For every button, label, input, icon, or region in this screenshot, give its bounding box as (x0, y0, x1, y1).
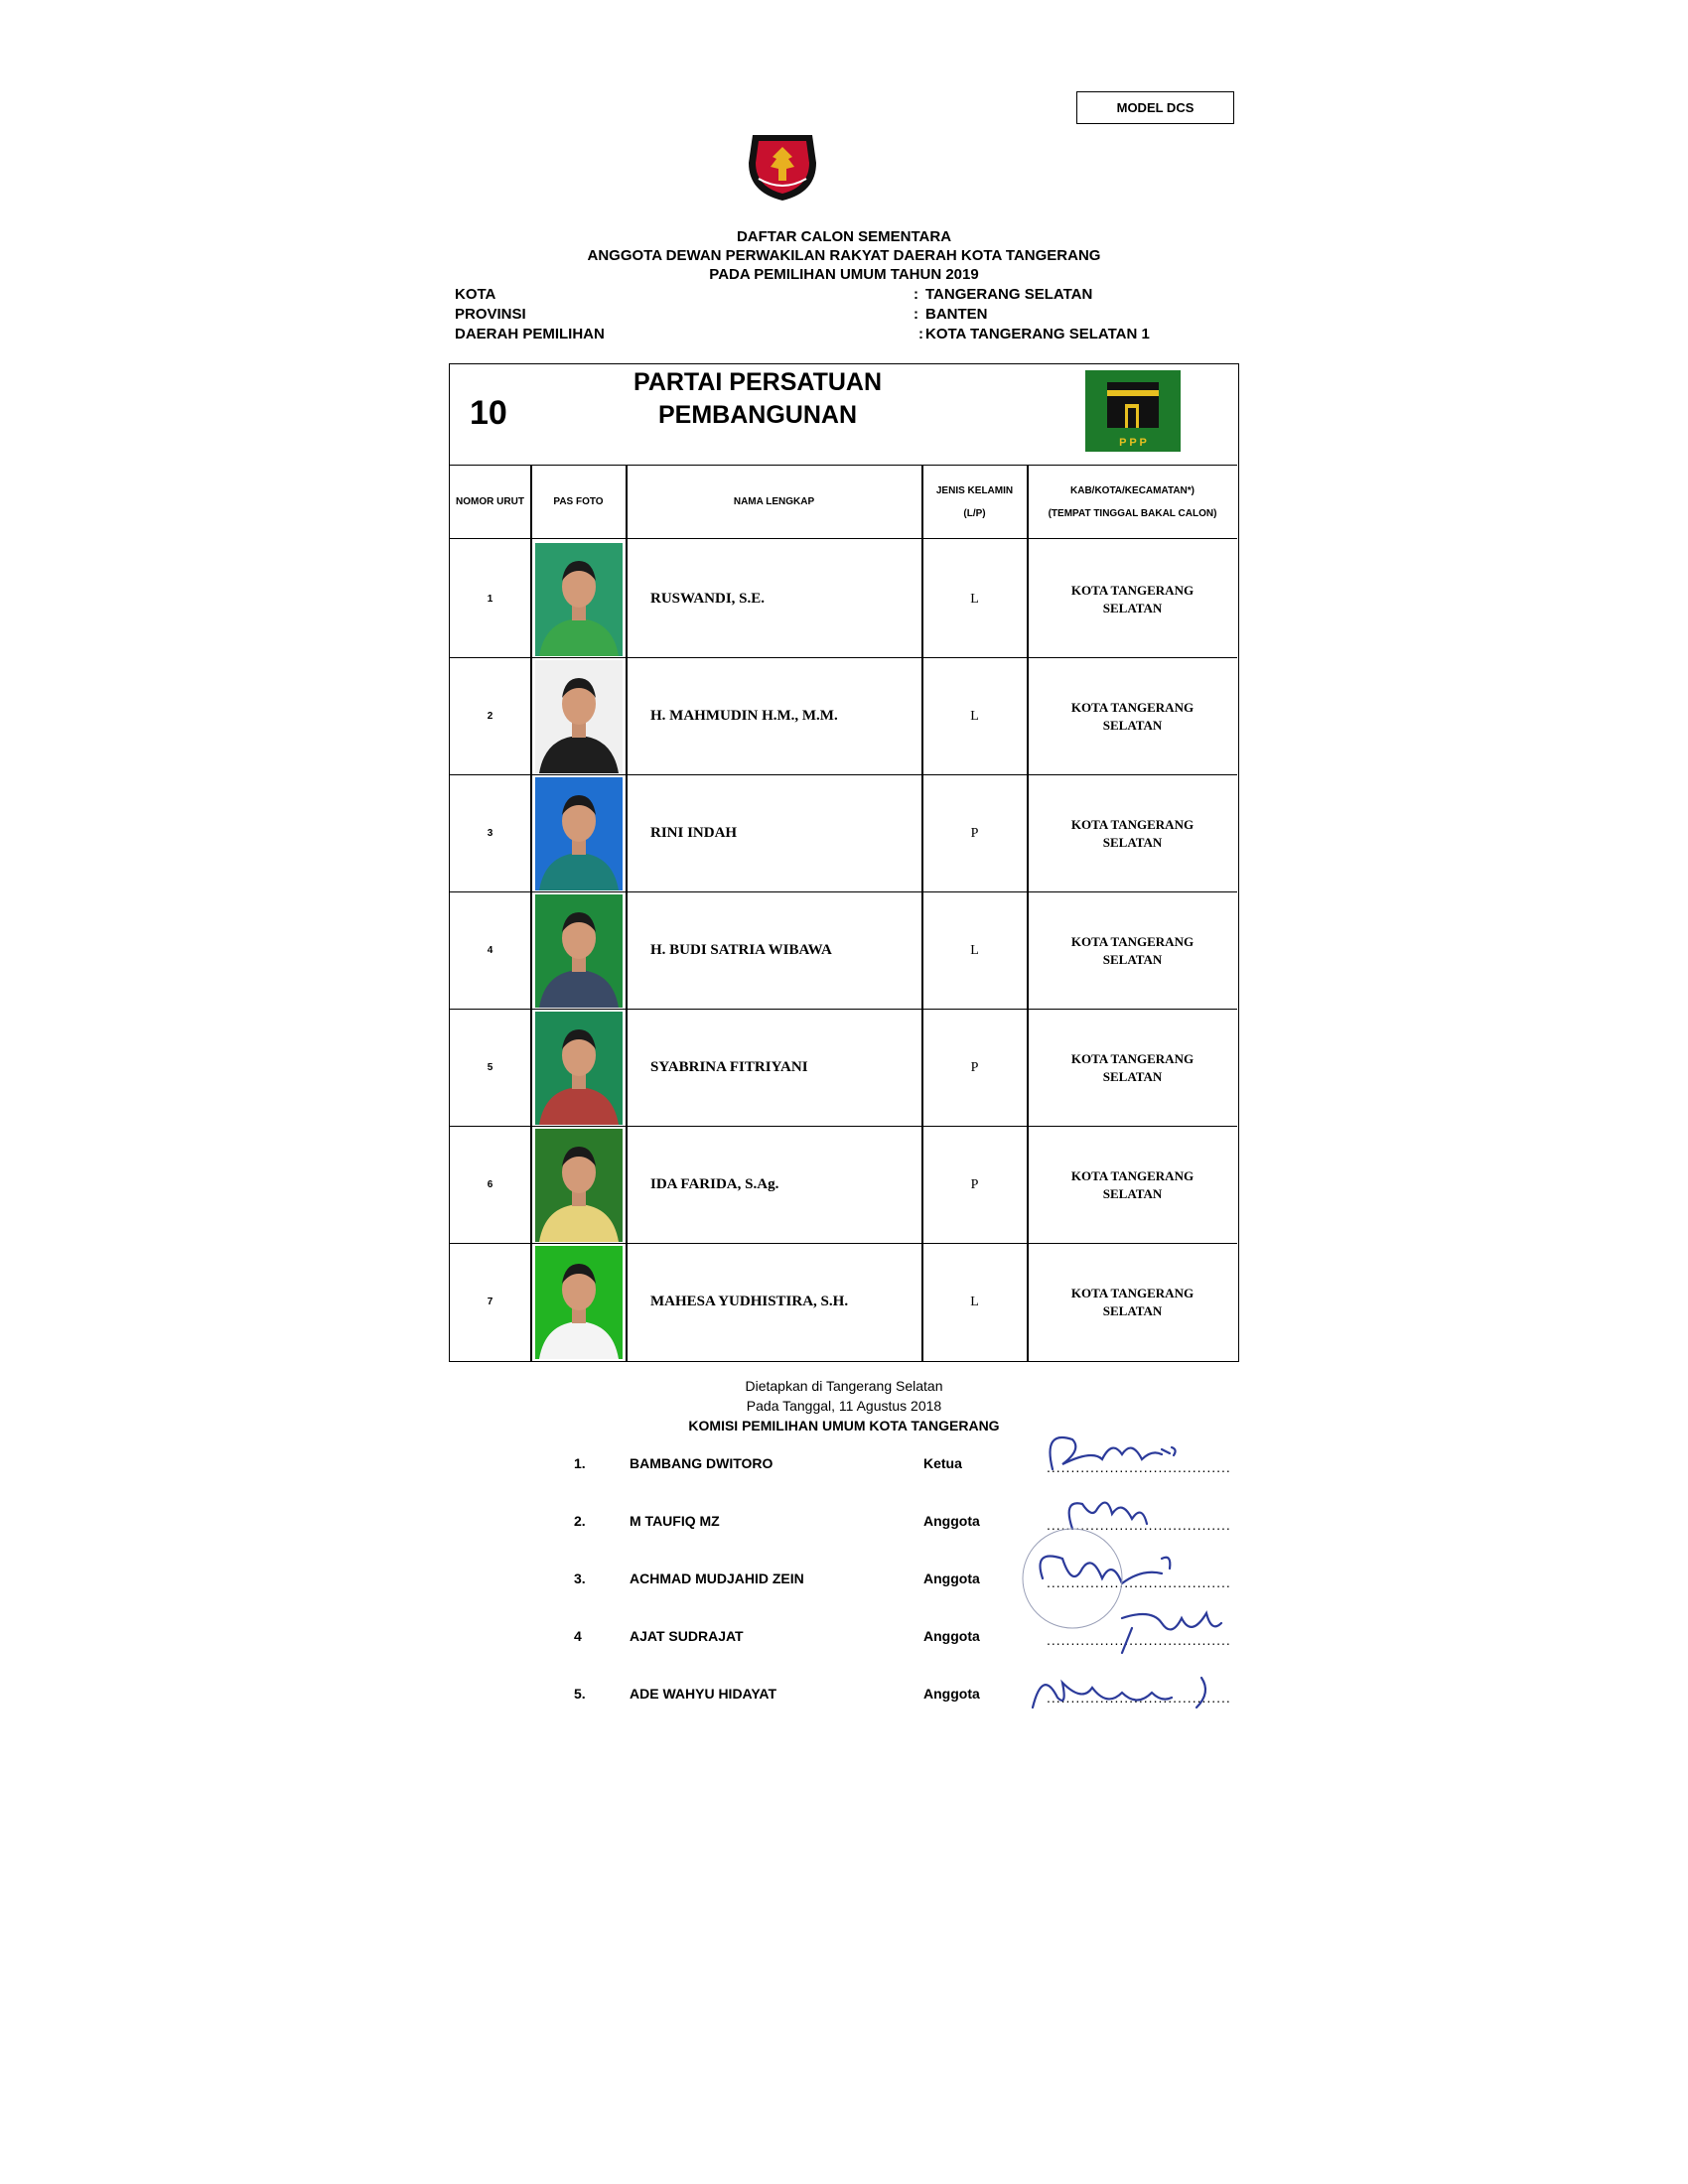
dapil-value: KOTA TANGERANG SELATAN 1 (925, 326, 1150, 342)
candidate-number: 6 (487, 1179, 493, 1190)
heading-line1: DAFTAR CALON SEMENTARA (736, 228, 952, 245)
candidate-name: H. MAHMUDIN H.M., M.M. (650, 708, 838, 724)
candidate-row (450, 1127, 1237, 1244)
candidate-row (450, 775, 1237, 892)
signatory-number: 1. (574, 1455, 586, 1471)
provinsi-label: PROVINSI (455, 306, 526, 323)
candidate-name: H. BUDI SATRIA WIBAWA (650, 942, 832, 958)
candidate-photo-cell (531, 892, 626, 1009)
candidate-photo (535, 1129, 623, 1242)
signatory-role: Anggota (923, 1686, 980, 1702)
residence-line2: SELATAN (1102, 1185, 1163, 1201)
candidate-row (450, 892, 1237, 1010)
candidate-sex: P (970, 1176, 979, 1192)
col-kab-line2: (TEMPAT TINGGAL BAKAL CALON) (1048, 507, 1217, 519)
residence-line1: KOTA TANGERANG (1070, 582, 1195, 598)
col-photo: PAS FOTO (531, 466, 626, 539)
kota-value: TANGERANG SELATAN (925, 286, 1093, 303)
model-label: MODEL DCS (1076, 91, 1234, 124)
candidate-photo (535, 660, 623, 773)
candidate-sex: L (970, 1294, 979, 1309)
signatory-name: AJAT SUDRAJAT (630, 1628, 744, 1644)
candidate-photo-cell (531, 1010, 626, 1126)
ppp-logo-text: P P P (1119, 437, 1147, 449)
residence-line2: SELATAN (1102, 1068, 1163, 1084)
candidate-photo (535, 543, 623, 656)
candidate-photo (535, 1246, 623, 1359)
col-kab (1028, 466, 1237, 539)
provinsi-colon: : (914, 306, 918, 323)
signature-line: ...................................... (1047, 1574, 1231, 1590)
candidate-name: RUSWANDI, S.E. (650, 591, 766, 607)
col-name: NAMA LENGKAP (627, 466, 921, 539)
candidate-residence (1028, 658, 1237, 774)
party-header (450, 364, 1237, 466)
candidate-photo-cell (531, 658, 626, 774)
signatory-role: Anggota (923, 1628, 980, 1644)
candidate-residence (1028, 541, 1237, 657)
signatory-name: BAMBANG DWITORO (630, 1455, 774, 1471)
signatory-number: 3. (574, 1570, 586, 1586)
kota-colon: : (914, 286, 918, 303)
candidate-name: SYABRINA FITRIYANI (650, 1059, 808, 1075)
candidate-residence (1028, 1127, 1237, 1243)
candidate-photo-cell (531, 1244, 626, 1360)
candidate-sex: P (970, 825, 979, 841)
candidate-number: 3 (487, 828, 493, 839)
signatory-number: 5. (574, 1686, 586, 1702)
residence-line2: SELATAN (1102, 834, 1163, 850)
signatory-name: ADE WAHYU HIDAYAT (630, 1686, 777, 1702)
residence-line1: KOTA TANGERANG (1070, 1167, 1195, 1183)
signature-line: ...................................... (1047, 1690, 1231, 1706)
col-sex (922, 466, 1027, 539)
dapil-label: DAERAH PEMILIHAN (455, 326, 605, 342)
candidate-residence (1028, 1010, 1237, 1126)
col-no: NOMOR URUT (450, 466, 530, 539)
info-provinsi (455, 306, 1249, 326)
residence-line1: KOTA TANGERANG (1070, 1285, 1195, 1300)
residence-line1: KOTA TANGERANG (1070, 699, 1195, 715)
signature-line: ...................................... (1047, 1459, 1231, 1475)
signatory-role: Anggota (923, 1570, 980, 1586)
candidate-name: RINI INDAH (650, 825, 738, 841)
residence-line1: KOTA TANGERANG (1070, 933, 1195, 949)
handwritten-signatures-icon (1013, 1410, 1251, 1727)
info-dapil (455, 326, 1249, 345)
candidate-row (450, 1010, 1237, 1127)
candidate-number: 5 (487, 1062, 493, 1073)
col-sex-line1: JENIS KELAMIN (935, 484, 1014, 496)
candidate-residence (1028, 1244, 1237, 1360)
candidate-number: 2 (487, 711, 493, 722)
info-kota (455, 286, 1249, 306)
candidate-row (450, 658, 1237, 775)
signatory-number: 2. (574, 1513, 586, 1529)
candidate-residence (1028, 775, 1237, 891)
col-kab-line1: KAB/KOTA/KECAMATAN*) (1070, 484, 1195, 496)
candidate-photo-cell (531, 1127, 626, 1243)
party-name-line2: PEMBANGUNAN (658, 401, 857, 429)
candidate-number: 7 (487, 1297, 493, 1307)
residence-line2: SELATAN (1102, 600, 1163, 615)
candidate-sex: L (970, 942, 979, 958)
party-name-line1: PARTAI PERSATUAN (633, 368, 882, 396)
candidate-residence (1028, 892, 1237, 1009)
candidate-photo (535, 894, 623, 1008)
signature-line: ...................................... (1047, 1632, 1231, 1648)
residence-line1: KOTA TANGERANG (1070, 1050, 1195, 1066)
heading-line3: PADA PEMILIHAN UMUM TAHUN 2019 (709, 266, 979, 283)
footer-org: KOMISI PEMILIHAN UMUM KOTA TANGERANG (688, 1418, 1000, 1433)
candidate-sex: P (970, 1059, 979, 1075)
candidate-row (450, 541, 1237, 658)
signatory-name: ACHMAD MUDJAHID ZEIN (630, 1570, 804, 1586)
residence-line2: SELATAN (1102, 1302, 1163, 1318)
signatory-number: 4 (574, 1628, 582, 1644)
ppp-kaaba-logo-icon (1085, 370, 1181, 452)
candidate-photo (535, 777, 623, 890)
col-sex-line2: (L/P) (963, 507, 986, 519)
party-number: 10 (470, 394, 507, 432)
signatory-role: Ketua (923, 1455, 962, 1471)
residence-line1: KOTA TANGERANG (1070, 816, 1195, 832)
candidate-photo (535, 1012, 623, 1125)
residence-line2: SELATAN (1102, 717, 1163, 733)
candidate-sex: L (970, 591, 979, 607)
signatory-role: Anggota (923, 1513, 980, 1529)
footer-place: Dietapkan di Tangerang Selatan (745, 1378, 943, 1394)
signature-line: ...................................... (1047, 1517, 1231, 1533)
candidate-number: 1 (487, 594, 493, 605)
residence-line2: SELATAN (1102, 951, 1163, 967)
kota-label: KOTA (455, 286, 496, 303)
candidate-name: MAHESA YUDHISTIRA, S.H. (650, 1294, 849, 1309)
dapil-colon: : (918, 326, 923, 342)
signatory-name: M TAUFIQ MZ (630, 1513, 720, 1529)
candidate-sex: L (970, 708, 979, 724)
footer-date: Pada Tanggal, 11 Agustus 2018 (746, 1398, 942, 1414)
provinsi-value: BANTEN (925, 306, 988, 323)
candidate-name: IDA FARIDA, S.Ag. (650, 1176, 779, 1192)
heading-line2: ANGGOTA DEWAN PERWAKILAN RAKYAT DAERAH KOTA TANGERANG (587, 247, 1101, 264)
candidate-table (449, 363, 1239, 1362)
candidate-number: 4 (487, 945, 493, 956)
candidate-photo-cell (531, 541, 626, 657)
kpu-emblem-icon (743, 123, 822, 203)
party-name (599, 366, 916, 432)
candidate-row (450, 1244, 1237, 1361)
candidate-photo-cell (531, 775, 626, 891)
